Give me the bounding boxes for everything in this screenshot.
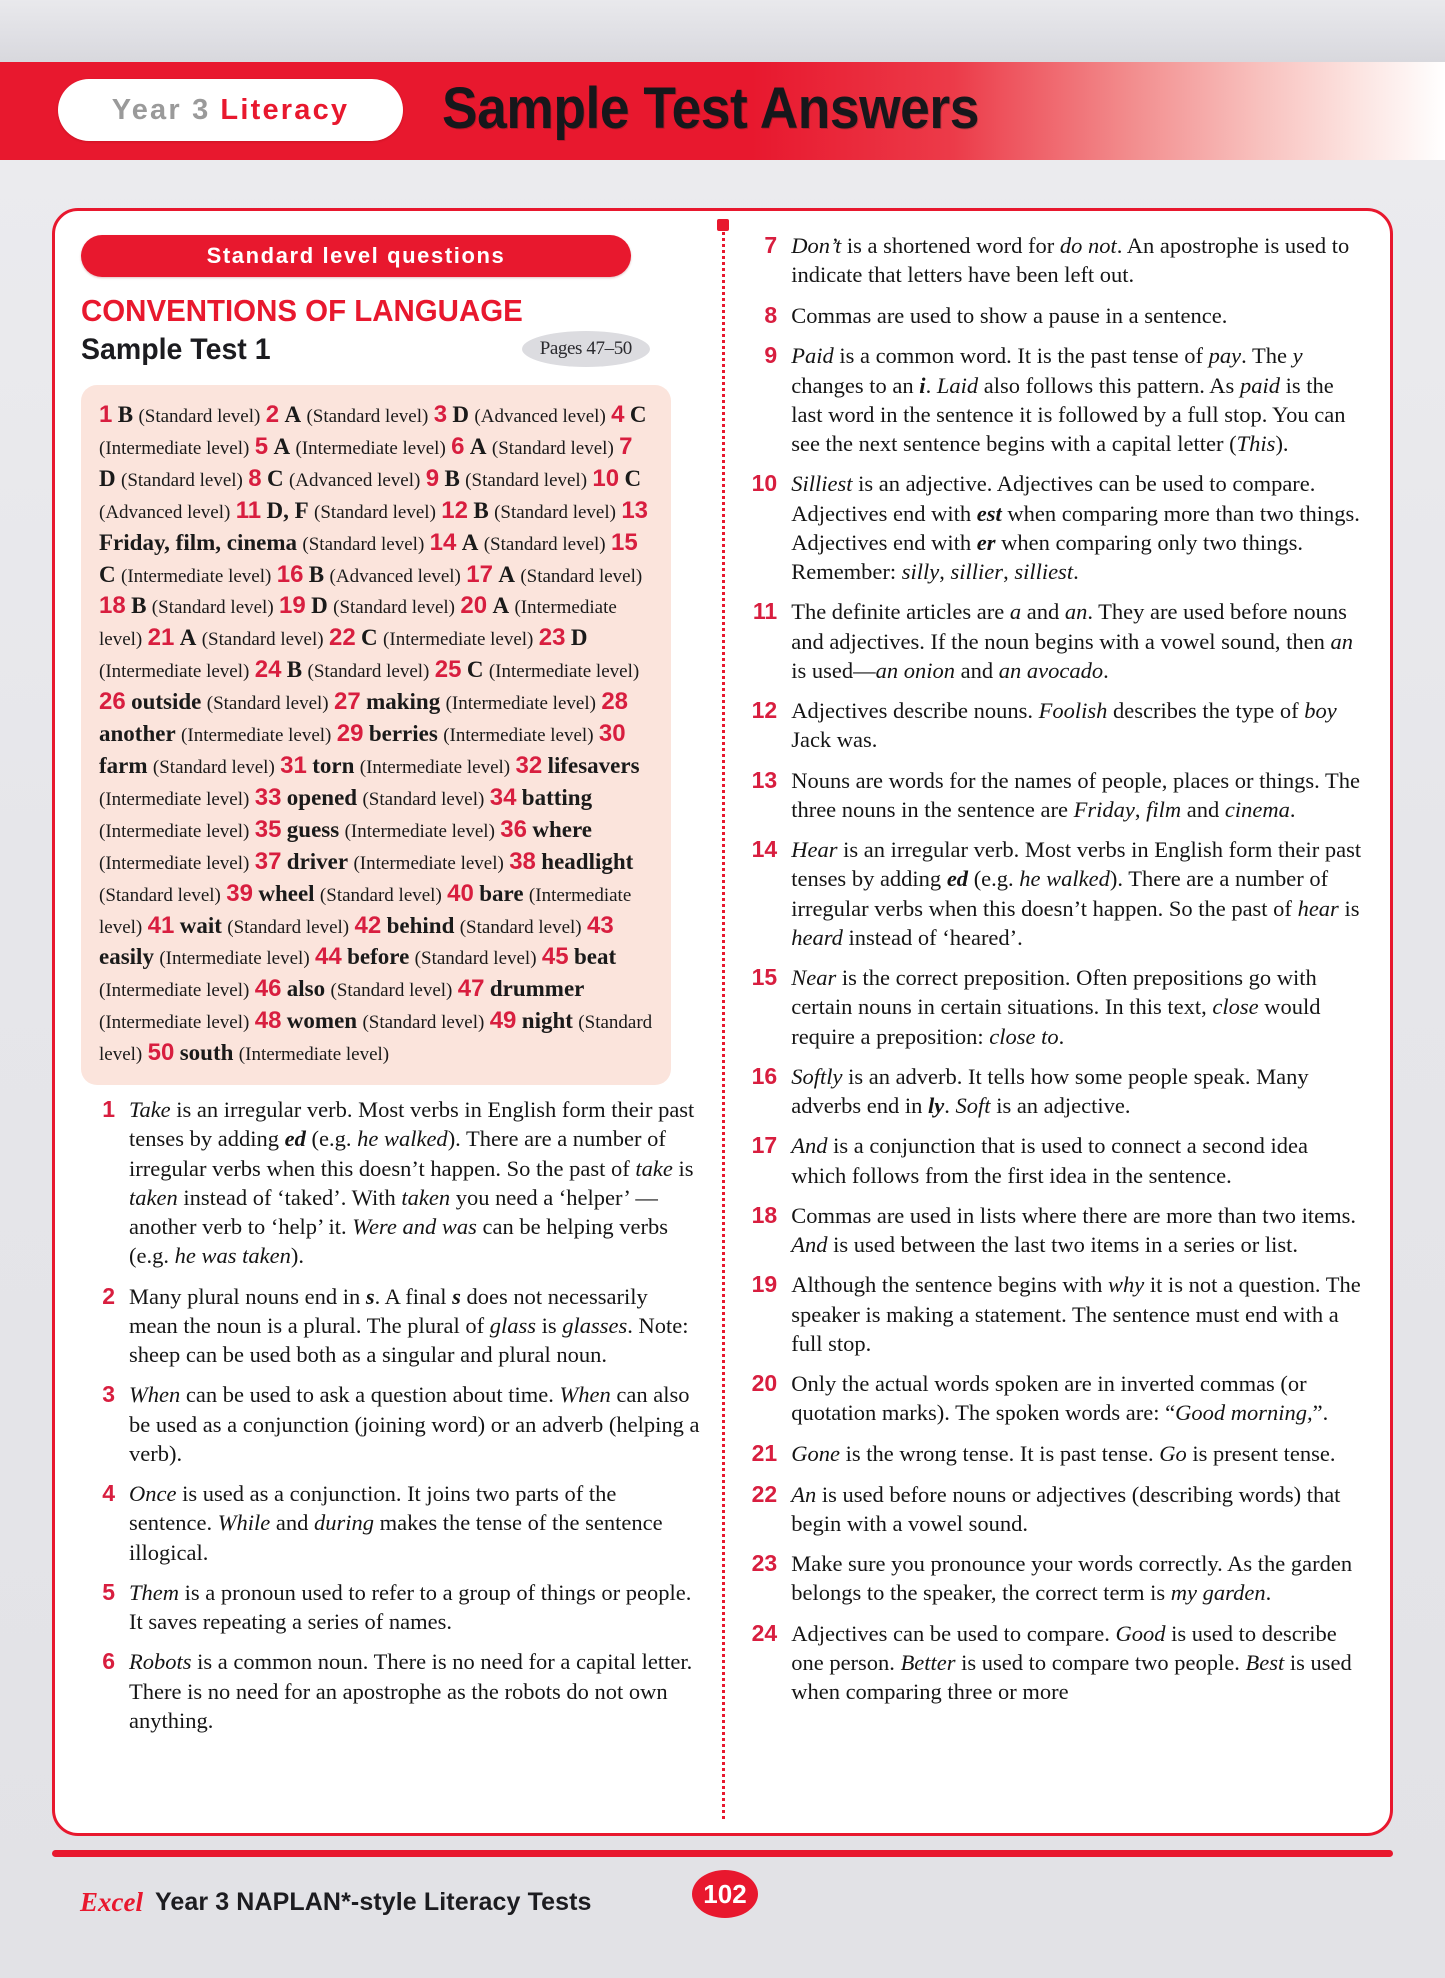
answer-key-question-number: 22: [328, 624, 356, 652]
answer-key-level: (Intermediate level): [238, 1044, 390, 1066]
answer-key-level: (Intermediate level): [99, 788, 250, 810]
answer-key-question-number: 45: [541, 943, 569, 971]
explanation-number: 14: [751, 836, 778, 863]
answer-key-answer: headlight: [541, 848, 634, 874]
answer-key-level: (Intermediate level): [99, 597, 617, 651]
explanation-item: [743, 696, 1364, 755]
answer-key-answer: making: [366, 689, 441, 715]
explanation-item: [743, 231, 1364, 290]
answer-key-question-number: 7: [619, 432, 633, 460]
answer-key-question-number: 4: [611, 401, 625, 428]
explanation-item: [743, 766, 1364, 825]
answer-key-answer: C: [361, 625, 378, 651]
answer-key-question-number: 18: [99, 592, 126, 620]
answer-key-level: (Intermediate level): [295, 437, 446, 459]
answer-key-question-number: 14: [429, 528, 457, 556]
explanation-item: [81, 1647, 702, 1735]
answer-key-question-number: 48: [254, 1007, 282, 1035]
answer-key-level: (Standard level): [302, 533, 425, 555]
answer-key-answer: D, F: [266, 497, 309, 523]
answer-key-level: (Intermediate level): [121, 565, 272, 587]
answer-key-answer: A: [179, 625, 197, 651]
explanation-item: [743, 835, 1364, 952]
top-gray-strip: [0, 0, 1445, 62]
explanation-number: 19: [751, 1271, 778, 1298]
explanation-number: 6: [102, 1648, 115, 1675]
explanation-item: [743, 1439, 1364, 1469]
answer-key-level: (Intermediate level): [359, 756, 511, 778]
answer-key-level: (Standard level): [520, 565, 643, 587]
answer-key-answer: torn: [312, 752, 355, 778]
explanation-text: Many plural nouns end in s. A final s does not necessarily mean the noun is a plural. The plural of glass is glasses. Note: sheep can be used both as a singular and plural noun.: [129, 1283, 689, 1368]
explanation-number: 1: [102, 1096, 115, 1123]
answer-key-question-number: 9: [425, 464, 440, 492]
answer-key-question-number: 13: [621, 496, 649, 524]
answer-key-level: (Standard level): [362, 788, 485, 810]
answer-key-question-number: 1: [99, 401, 113, 428]
answer-key-question-number: 47: [457, 975, 485, 1003]
answer-key-question-number: 16: [276, 560, 304, 588]
content-card: [52, 208, 1393, 1836]
explanation-number: 20: [751, 1370, 778, 1397]
answer-key-question-number: 2: [265, 401, 280, 428]
publisher-brand: Excel: [80, 1886, 143, 1917]
explanation-text: Silliest is an adjective. Adjectives can be used to compare. Adjectives end with est when comparing more than two things. Adjectives end with er when comparing only two things. Remember: silly, sillier, silliest.: [791, 471, 1360, 585]
answer-key-level: (Intermediate level): [488, 661, 640, 683]
page-header-band: [0, 62, 1445, 160]
answer-key-level: (Standard level): [306, 406, 429, 427]
answer-key-answer: B: [308, 561, 325, 587]
answer-key-answer: A: [469, 433, 487, 459]
explanation-text: Them is a pronoun used to refer to a group of things or people. It saves repeating a series of names.: [129, 1579, 692, 1635]
answer-key-level: (Intermediate level): [383, 629, 534, 651]
answer-key-level: (Standard level): [465, 469, 588, 491]
left-column: [81, 231, 702, 1823]
year-level-subject: Literacy: [220, 93, 350, 126]
answer-key-question-number: 23: [538, 624, 566, 652]
answer-key-question-number: 28: [601, 688, 629, 716]
answer-key-answer: D: [452, 402, 470, 427]
answer-key-level: (Standard level): [414, 948, 537, 970]
standard-level-banner: [81, 235, 631, 277]
answer-key-answer: B: [117, 402, 134, 427]
answer-key-question-number: 31: [280, 751, 307, 779]
explanation-number: 16: [751, 1062, 778, 1089]
answer-key-question-number: 17: [466, 560, 493, 588]
answer-key-question-number: 24: [254, 656, 282, 684]
answer-key-answer: night: [521, 1008, 573, 1034]
answer-key-answer: another: [99, 721, 176, 747]
answer-key-answer: wait: [179, 912, 222, 938]
answer-key-answer: Friday, film, cinema: [99, 529, 298, 555]
answer-key-level: (Intermediate level): [99, 820, 250, 842]
explanation-list-left: [81, 1095, 702, 1735]
answer-key-answer: D: [311, 593, 328, 619]
answer-key-question-number: 15: [610, 528, 638, 556]
answer-key-answer: guess: [286, 816, 340, 842]
right-column: [743, 231, 1364, 1823]
explanation-number: 10: [751, 470, 778, 497]
answer-key-answer: opened: [286, 784, 358, 810]
year-level-prefix: Year 3: [111, 93, 211, 126]
answer-key-answer: D: [570, 625, 588, 651]
answer-key-level: (Standard level): [206, 693, 329, 715]
answer-key-question-number: 10: [592, 464, 620, 492]
explanation-text: Although the sentence begins with why it is not a question. The speaker is making a statement. The sentence must end with a full stop.: [791, 1272, 1361, 1356]
page-footer: [52, 1872, 1393, 1932]
pages-reference-badge: [522, 331, 650, 367]
answer-key-answer: easily: [99, 944, 154, 970]
answer-key-level: (Intermediate level): [181, 725, 332, 747]
answer-key-question-number: 36: [500, 815, 527, 843]
answer-key-question-number: 27: [334, 688, 361, 716]
answer-key-answer: A: [284, 402, 302, 427]
explanation-item: [743, 1369, 1364, 1428]
answer-key-answer: batting: [521, 784, 593, 810]
explanation-item: [743, 1549, 1364, 1608]
answer-key-question-number: 46: [254, 975, 282, 1003]
answer-key-level: (Intermediate level): [99, 884, 632, 938]
answer-key-level: (Intermediate level): [99, 980, 250, 1002]
answer-key-level: (Advanced level): [99, 501, 231, 523]
explanation-item: [743, 1619, 1364, 1707]
explanation-number: 7: [764, 232, 778, 258]
answer-key-level: (Advanced level): [474, 406, 606, 427]
answer-key-question-number: 32: [515, 751, 543, 779]
explanation-item: [743, 301, 1364, 331]
explanation-text: Hear is an irregular verb. Most verbs in English form their past tenses by adding ed (e.g. he walked). There are a number of irregular verbs when this doesn’t happen. So the past of hear is heard instead of ‘heared’.: [791, 837, 1362, 950]
page-body: [0, 160, 1445, 1978]
answer-key-level: (Standard level): [99, 1012, 653, 1066]
answer-key-level: (Intermediate level): [443, 725, 594, 747]
test-heading-row: [81, 333, 702, 373]
explanation-item: [743, 963, 1364, 1051]
answer-key-question-number: 6: [451, 432, 465, 460]
answer-key-answer: wheel: [258, 880, 315, 906]
answer-key-answer: A: [498, 561, 515, 587]
page-number: 102: [703, 1878, 747, 1909]
answer-key-level: (Standard level): [99, 884, 221, 906]
answer-key-level: (Advanced level): [329, 565, 461, 587]
explanation-item: [81, 1282, 702, 1370]
answer-key-answer: C: [624, 465, 642, 491]
test-name: Sample Test 1: [81, 333, 271, 366]
answer-key-question-number: 5: [254, 432, 269, 460]
answer-key-question-number: 39: [226, 879, 253, 907]
answer-key-level: (Standard level): [227, 916, 350, 938]
answer-key-level: (Standard level): [333, 597, 455, 619]
answer-key-level: (Standard level): [483, 533, 606, 555]
explanation-number: 18: [751, 1201, 778, 1228]
answer-key-level: (Standard level): [362, 1012, 485, 1034]
answer-key-question-number: 49: [489, 1007, 517, 1035]
answer-key-answer: also: [286, 976, 326, 1002]
answer-key-answer: B: [473, 497, 489, 523]
answer-key-answer: beat: [574, 944, 617, 970]
explanation-text: Robots is a common noun. There is no need for a capital letter. There is no need for an apostrophe as the robots do not own anything.: [129, 1649, 693, 1733]
answer-key-answer: B: [286, 657, 303, 683]
explanation-text: Don’t is a shortened word for do not. An apostrophe is used to indicate that letters have been left out.: [791, 233, 1350, 288]
answer-key-level: (Intermediate level): [99, 437, 250, 459]
explanation-list-right: [743, 231, 1364, 1706]
answer-key-answer: A: [492, 593, 510, 619]
explanation-text: Once is used as a conjunction. It joins two parts of the sentence. While and during makes the tense of the sentence illogical.: [129, 1481, 663, 1565]
explanation-number: 4: [102, 1480, 115, 1507]
explanation-text: Softly is an adverb. It tells how some people speak. Many adverbs end in ly. Soft is an adjective.: [791, 1063, 1309, 1119]
answer-key-answer: south: [179, 1040, 234, 1066]
answer-key-question-number: 20: [460, 592, 488, 620]
answer-key-question-number: 43: [586, 911, 614, 939]
year-level-pill: [58, 79, 403, 141]
answer-key-answer: lifesavers: [547, 752, 640, 778]
answer-key-box: [81, 385, 671, 1085]
answer-key-level: (Intermediate level): [99, 1012, 250, 1034]
answer-key-text: [99, 399, 653, 1069]
series-title: Year 3 NAPLAN*-style Literacy Tests: [154, 1887, 592, 1916]
subject-heading: CONVENTIONS OF LANGUAGE: [81, 293, 523, 328]
answer-key-answer: before: [347, 944, 410, 970]
explanation-item: [743, 1201, 1364, 1260]
answer-key-question-number: 8: [248, 464, 262, 492]
explanation-text: Gone is the wrong tense. It is past tense. Go is present tense.: [791, 1440, 1336, 1466]
explanation-number: 17: [751, 1132, 778, 1159]
answer-key-answer: where: [532, 816, 592, 842]
answer-key-answer: farm: [99, 752, 148, 778]
answer-key-answer: behind: [386, 912, 455, 938]
answer-key-question-number: 33: [254, 783, 282, 811]
answer-key-question-number: 29: [336, 720, 364, 748]
answer-key-answer: C: [629, 402, 647, 427]
answer-key-question-number: 21: [147, 624, 175, 652]
answer-key-level: (Intermediate level): [99, 661, 250, 683]
answer-key-question-number: 41: [147, 911, 175, 939]
answer-key-level: (Advanced level): [288, 469, 421, 491]
answer-key-level: (Standard level): [459, 916, 582, 938]
answer-key-answer: B: [444, 465, 460, 491]
answer-key-answer: C: [99, 561, 116, 587]
answer-key-level: (Standard level): [121, 469, 243, 491]
answer-key-level: (Standard level): [491, 437, 614, 459]
answer-key-level: (Standard level): [330, 980, 453, 1002]
explanation-item: [81, 1095, 702, 1271]
explanation-text: Nouns are words for the names of people, places or things. The three nouns in the sentence are Friday, film and cinema.: [791, 767, 1361, 822]
explanation-item: [743, 1062, 1364, 1121]
answer-key-answer: C: [466, 657, 484, 683]
answer-key-answer: driver: [286, 848, 349, 874]
explanation-number: 22: [751, 1480, 778, 1507]
explanation-item: [743, 1480, 1364, 1539]
explanation-number: 12: [751, 697, 778, 724]
answer-key-level: (Intermediate level): [99, 852, 250, 874]
explanation-text: Make sure you pronounce your words correctly. As the garden belongs to the speaker, the correct term is my garden.: [791, 1551, 1353, 1606]
explanation-text: Take is an irregular verb. Most verbs in English form their past tenses by adding ed (e.g. he walked). There are a number of irregular verbs when this doesn’t happen. So the past of take is taken instead of ‘taked’. With taken you need a ‘helper’ — another verb to ‘help’ it. Were and was can be helping verbs (e.g. he was taken).: [129, 1097, 695, 1269]
answer-key-answer: bare: [479, 880, 524, 906]
answer-key-question-number: 40: [447, 879, 474, 907]
answer-key-question-number: 25: [434, 656, 462, 684]
answer-key-answer: D: [99, 465, 116, 491]
answer-key-question-number: 11: [235, 496, 262, 524]
answer-key-answer: B: [131, 593, 147, 619]
answer-key-answer: drummer: [489, 976, 585, 1002]
answer-key-question-number: 12: [441, 496, 468, 524]
answer-key-question-number: 42: [354, 911, 382, 939]
explanation-number: 24: [751, 1619, 778, 1646]
answer-key-answer: A: [273, 433, 291, 459]
answer-key-question-number: 34: [489, 783, 517, 811]
answer-key-question-number: 3: [433, 401, 448, 428]
answer-key-question-number: 30: [598, 720, 626, 748]
explanation-item: [81, 1578, 702, 1637]
explanation-number: 9: [764, 342, 778, 369]
answer-key-question-number: 26: [99, 688, 126, 716]
explanation-text: When can be used to ask a question about time. When can also be used as a conjunction (joining word) or an adverb (helping a verb).: [129, 1382, 700, 1466]
standard-level-banner-label: Standard level questions: [206, 243, 506, 268]
explanation-number: 3: [102, 1381, 115, 1408]
explanation-number: 21: [751, 1439, 778, 1466]
explanation-text: Adjectives can be used to compare. Good is used to describe one person. Better is used to compare two people. Best is used when comparing three or more: [791, 1620, 1352, 1705]
answer-key-question-number: 50: [147, 1039, 175, 1067]
explanation-text: Commas are used in lists where there are more than two items. And is used between the last two items in a series or list.: [791, 1202, 1357, 1258]
dotted-divider-line: [722, 225, 725, 1819]
explanation-text: An is used before nouns or adjectives (describing words) that begin with a vowel sound.: [791, 1481, 1341, 1536]
explanation-item: [743, 341, 1364, 458]
page-title: Sample Test Answers: [442, 76, 979, 141]
answer-key-level: (Standard level): [138, 406, 261, 427]
explanation-number: 5: [102, 1578, 115, 1605]
answer-key-question-number: 37: [254, 847, 282, 875]
explanation-item: [743, 597, 1364, 685]
explanation-item: [743, 469, 1364, 586]
answer-key-level: (Intermediate level): [159, 948, 310, 970]
answer-key-answer: A: [461, 529, 479, 555]
explanation-text: Only the actual words spoken are in inverted commas (or quotation marks). The spoken words are: “Good morning,”.: [791, 1371, 1329, 1426]
explanation-number: 8: [764, 301, 778, 328]
answer-key-answer: berries: [368, 721, 438, 747]
explanation-text: Adjectives describe nouns. Foolish describes the type of boy Jack was.: [791, 698, 1337, 753]
answer-key-answer: women: [286, 1008, 358, 1034]
answer-key-question-number: 35: [254, 815, 282, 843]
answer-key-question-number: 44: [315, 943, 342, 971]
explanation-number: 11: [752, 598, 778, 625]
answer-key-level: (Standard level): [319, 884, 442, 906]
explanation-text: Commas are used to show a pause in a sentence.: [791, 302, 1228, 328]
answer-key-level: (Standard level): [307, 661, 430, 683]
footer-rule: [52, 1850, 1393, 1857]
answer-key-level: (Intermediate level): [445, 693, 596, 715]
answer-key-question-number: 38: [509, 847, 536, 875]
answer-key-answer: outside: [131, 689, 202, 715]
answer-key-level: (Standard level): [152, 756, 275, 778]
explanation-text: And is a conjunction that is used to connect a second idea which follows from the first idea in the sentence.: [791, 1133, 1308, 1188]
explanation-item: [81, 1479, 702, 1567]
answer-key-level: (Standard level): [314, 501, 436, 523]
explanation-item: [743, 1270, 1364, 1358]
two-column-layout: [81, 231, 1364, 1823]
answer-key-level: (Intermediate level): [353, 852, 504, 874]
explanation-number: 23: [751, 1550, 778, 1577]
explanation-number: 13: [751, 766, 778, 793]
page-number-badge: [692, 1870, 758, 1918]
explanation-number: 15: [751, 964, 778, 991]
explanation-item: [743, 1131, 1364, 1190]
explanation-text: The definite articles are a and an. They are used before nouns and adjectives. If the noun begins with a vowel sound, then an is used—an onion and an avocado.: [791, 599, 1353, 683]
explanation-text: Paid is a common word. It is the past tense of pay. The y changes to an i. Laid also follows this pattern. As paid is the last word in the sentence it is followed by a full stop. You can see the next sentence begins with a capital letter (This).: [791, 343, 1346, 457]
explanation-number: 2: [102, 1282, 115, 1309]
answer-key-level: (Standard level): [494, 501, 616, 523]
column-divider: [702, 231, 743, 1823]
answer-key-level: (Standard level): [151, 597, 274, 619]
answer-key-answer: C: [266, 465, 284, 491]
answer-key-question-number: 19: [279, 592, 306, 620]
explanation-item: [81, 1380, 702, 1468]
explanation-text: Near is the correct preposition. Often prepositions go with certain nouns in certain situations. In this text, close would require a preposition: close to.: [791, 965, 1321, 1049]
answer-key-level: (Standard level): [201, 629, 324, 651]
answer-key-level: (Intermediate level): [344, 820, 495, 842]
pages-reference-label: Pages 47–50: [539, 338, 632, 359]
